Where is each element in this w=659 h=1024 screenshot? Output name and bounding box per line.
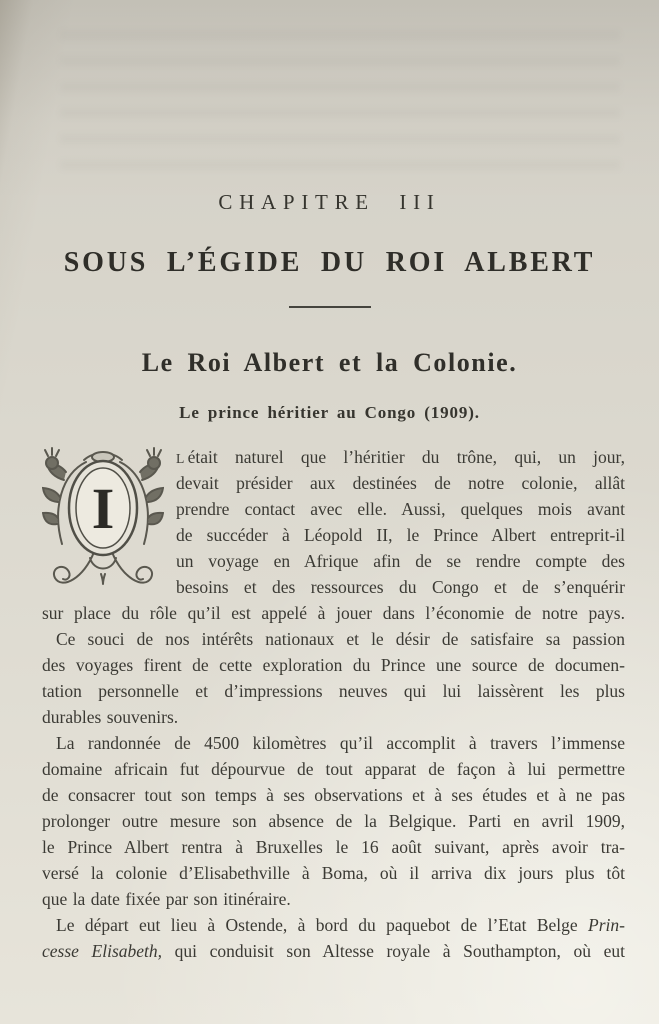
text-line: un voyage en Afrique afin de se rendre compte des xyxy=(176,551,625,571)
italic-text: cesse Elisabeth, xyxy=(42,941,163,961)
text-line: tation personnelle et d’impressions neuves qui lui laissèrent les plus xyxy=(42,681,625,701)
text-line: sur place du rôle qu’il est appelé à jouer dans l’économie de notre pays. xyxy=(42,603,625,623)
text-line: L était naturel que l’héritier du trône, qui, un jour, xyxy=(176,447,625,467)
text-line: prendre contact avec elle. Aussi, quelques mois avant xyxy=(176,499,625,519)
text-line: de consacrer tout son temps à ses observations et à ses études et à ne pas xyxy=(42,785,625,805)
section-title: Le Roi Albert et la Colonie. xyxy=(141,348,518,377)
text-line: besoins et des ressources du Congo et de s’enquérir xyxy=(176,577,625,597)
text-line: le Prince Albert rentra à Bruxelles le 16 août suivant, après avoir tra- xyxy=(42,837,625,857)
text-line: durables souvenirs. xyxy=(42,707,179,727)
text-line: cesse Elisabeth, qui conduisit son Altesse royale à Southampton, où eut xyxy=(42,941,625,961)
ornamental-drop-cap xyxy=(42,446,164,596)
text-line: prolonger outre mesure son absence de la Belgique. Parti en avril 1909, xyxy=(42,811,625,831)
drop-cap-letter: I xyxy=(91,476,115,541)
chapter-label: CHAPITRE III xyxy=(218,190,441,214)
text-line: versé la colonie d’Elisabethville à Boma, où il arriva dix jours plus tôt xyxy=(42,863,625,883)
subsection-title: Le prince héritier au Congo (1909). xyxy=(179,403,480,422)
text-line: La randonnée de 4500 kilomètres qu’il accomplit à travers l’immense xyxy=(56,733,625,753)
text-line: domaine africain fut dépourvue de tout apparat de façon à lui permettre xyxy=(42,759,625,779)
text-line: des voyages firent de cette exploration du Prince une source de documen- xyxy=(42,655,625,675)
small-cap-lead: L xyxy=(176,451,185,466)
drop-cap-ornament-icon xyxy=(42,446,164,596)
chapter-title: SOUS L’ÉGIDE DU ROI ALBERT xyxy=(63,247,596,278)
italic-text: Prin- xyxy=(588,915,625,935)
text-line: Ce souci de nos intérêts nationaux et le désir de satisfaire sa passion xyxy=(56,629,625,649)
ornament-rule xyxy=(289,306,371,308)
text-line: que la date fixée par son itinéraire. xyxy=(42,889,291,909)
body-text xyxy=(0,444,659,964)
text-line: de succéder à Léopold II, le Prince Albert entreprit-il xyxy=(176,525,625,545)
text-line: devait présider aux destinées de notre colonie, allât xyxy=(176,473,625,493)
text-line: Le départ eut lieu à Ostende, à bord du paquebot de l’Etat Belge Prin- xyxy=(56,915,625,935)
